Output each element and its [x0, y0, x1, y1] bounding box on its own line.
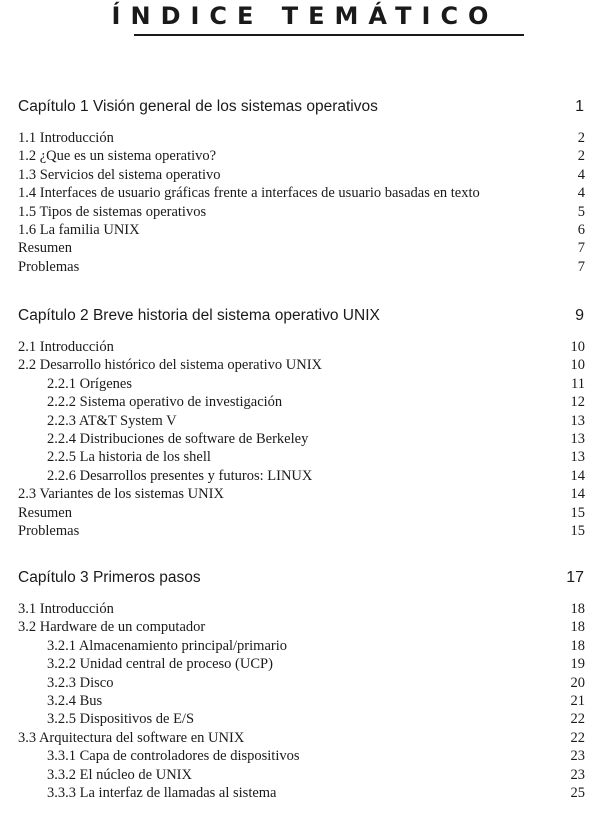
section-entry	[0, 600, 600, 618]
section-entry	[0, 221, 600, 239]
entry-title: 2.2.1 Orígenes	[47, 375, 132, 392]
chapter-title: Capítulo 3 Primeros pasos	[18, 569, 201, 586]
entry-page-number: 5	[577, 203, 585, 220]
chapter-heading	[0, 567, 600, 589]
backmatter-entry	[0, 239, 600, 257]
section-entry	[0, 618, 600, 636]
entry-page-number: 18	[570, 637, 585, 654]
entry-page-number: 2	[577, 148, 585, 165]
entry-page-number: 13	[570, 431, 585, 447]
chapter-heading	[0, 96, 600, 118]
entry-page-number: 22	[570, 711, 585, 728]
subsection-entry	[0, 655, 600, 673]
entry-page-number: 7	[577, 240, 585, 257]
entry-title: 1.5 Tipos de sistemas operativos	[18, 203, 207, 220]
entry-title: 1.4 Interfaces de usuario gráficas frente a interfaces de usuario basadas en texto	[18, 185, 480, 202]
entry-title: 1.2 ¿Que es un sistema operativo?	[18, 148, 217, 165]
entry-page-number: 10	[570, 357, 585, 374]
section-entry	[0, 485, 600, 503]
entry-page-number: 11	[571, 375, 585, 392]
entry-title: Resumen	[18, 240, 72, 257]
entry-title: 3.2.2 Unidad central de proceso (UCP)	[47, 656, 273, 673]
entry-page-number: 19	[570, 656, 585, 673]
entry-page-number: 14	[570, 467, 585, 484]
entry-title: 2.3 Variantes de los sistemas UNIX	[18, 486, 224, 503]
entry-page-number: 18	[570, 601, 585, 617]
subsection-entry	[0, 710, 600, 728]
chapter-title: Capítulo 1 Visión general de los sistemas operativos	[18, 98, 378, 115]
page-title: ÍNDICE TEMÁTICO	[111, 2, 499, 30]
section-entry	[0, 147, 600, 165]
entry-title: 2.2 Desarrollo histórico del sistema operativo UNIX	[18, 357, 323, 374]
entry-page-number: 18	[570, 619, 585, 636]
entry-page-number: 12	[570, 394, 585, 411]
section-entry	[0, 356, 600, 374]
subsection-entry	[0, 784, 600, 802]
entry-title: 3.3 Arquitectura del software en UNIX	[18, 729, 245, 746]
entry-title: 3.2.3 Disco	[47, 674, 114, 691]
entry-page-number: 23	[570, 766, 585, 783]
entry-page-number: 4	[577, 166, 585, 183]
subsection-entry	[0, 692, 600, 710]
backmatter-entry	[0, 504, 600, 522]
entry-title: 1.1 Introducción	[18, 130, 114, 146]
chapter-title: Capítulo 2 Breve historia del sistema operativo UNIX	[18, 307, 380, 324]
chapter-heading	[0, 305, 600, 327]
entry-title: 2.1 Introducción	[18, 339, 114, 355]
entry-page-number: 23	[570, 748, 585, 765]
section-entry	[0, 203, 600, 221]
entry-page-number: 25	[570, 785, 585, 801]
entry-page-number: 21	[570, 693, 585, 709]
entry-title: Problemas	[18, 258, 80, 275]
chapter-page-number: 17	[566, 569, 584, 586]
subsection-entry	[0, 412, 600, 430]
entry-title: Resumen	[18, 504, 72, 521]
entry-page-number: 13	[570, 449, 585, 466]
entry-page-number: 13	[570, 412, 585, 429]
section-entry	[0, 166, 600, 184]
entry-title: 3.2 Hardware de un computador	[18, 619, 206, 636]
subsection-entry	[0, 375, 600, 393]
entry-title: 3.2.4 Bus	[47, 693, 103, 709]
entry-title: 3.1 Introducción	[18, 601, 114, 617]
entry-title: 3.3.3 La interfaz de llamadas al sistema	[47, 785, 277, 801]
entry-page-number: 15	[570, 504, 585, 521]
chapter-page-number: 1	[575, 98, 584, 115]
entry-title: 2.2.2 Sistema operativo de investigación	[47, 394, 283, 411]
subsection-entry	[0, 393, 600, 411]
backmatter-entry	[0, 258, 600, 276]
entry-page-number: 20	[570, 674, 585, 691]
subsection-entry	[0, 467, 600, 485]
entry-title: 1.6 La familia UNIX	[18, 222, 140, 238]
subsection-entry	[0, 430, 600, 448]
entry-title: 3.3.1 Capa de controladores de dispositivos	[47, 748, 300, 765]
chapter-page-number: 9	[575, 307, 584, 324]
subsection-entry	[0, 766, 600, 784]
entry-page-number: 4	[577, 185, 585, 202]
entry-title: 2.2.6 Desarrollos presentes y futuros: LINUX	[47, 467, 313, 484]
section-entry	[0, 338, 600, 356]
entry-page-number: 14	[570, 486, 585, 503]
entry-page-number: 7	[577, 258, 585, 275]
entry-title: 3.2.5 Dispositivos de E/S	[47, 711, 195, 728]
subsection-entry	[0, 448, 600, 466]
entry-title: 2.2.3 AT&T System V	[47, 412, 177, 429]
subsection-entry	[0, 674, 600, 692]
section-entry	[0, 729, 600, 747]
entry-title: Problemas	[18, 523, 80, 539]
entry-page-number: 6	[577, 222, 585, 238]
entry-page-number: 15	[570, 523, 585, 539]
entry-title: 1.3 Servicios del sistema operativo	[18, 166, 221, 183]
backmatter-entry	[0, 522, 600, 540]
section-entry	[0, 184, 600, 202]
subsection-entry	[0, 747, 600, 765]
entry-page-number: 2	[577, 130, 585, 146]
entry-page-number: 22	[570, 729, 585, 746]
entry-title: 2.2.5 La historia de los shell	[47, 449, 211, 466]
entry-title: 3.3.2 El núcleo de UNIX	[47, 766, 192, 783]
entry-title: 3.2.1 Almacenamiento principal/primario	[47, 637, 287, 654]
subsection-entry	[0, 637, 600, 655]
entry-page-number: 10	[570, 339, 585, 355]
section-entry	[0, 129, 600, 147]
entry-title: 2.2.4 Distribuciones de software de Berkeley	[47, 431, 309, 447]
